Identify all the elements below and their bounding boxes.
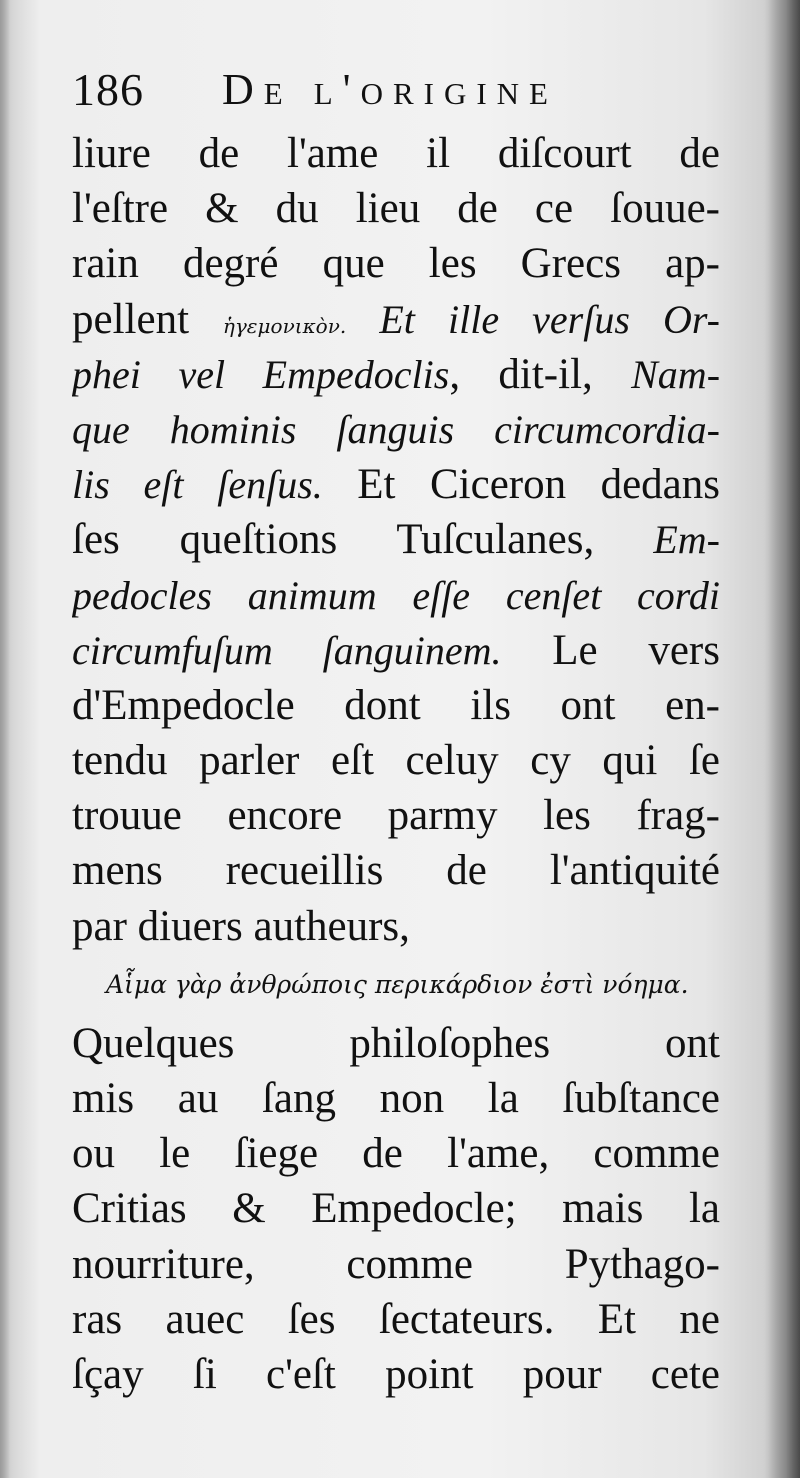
text-span: Le vers bbox=[501, 626, 720, 674]
text-line: ſçay ſi c'eſt point pour cete bbox=[72, 1350, 720, 1398]
latin-quote: Em- bbox=[594, 517, 720, 563]
page-text bbox=[72, 126, 720, 1402]
text-line bbox=[72, 512, 720, 567]
text-line: tendu parler eſt celuy cy qui ſe bbox=[72, 737, 720, 785]
latin-quote: circumfuſum ſanguinem. bbox=[72, 627, 502, 673]
text-span: pellent bbox=[72, 295, 223, 343]
text-line: d'Empedocle dont ils ont en- bbox=[72, 681, 720, 729]
latin-quote: phei vel Empedoclis bbox=[72, 351, 450, 397]
greek-verse: Αἷμα γὰρ ἀνθρώποις περικάρδιον ἐστὶ νόημα. bbox=[106, 969, 689, 999]
running-header bbox=[72, 64, 712, 116]
page-number: 186 bbox=[72, 64, 144, 115]
latin-quote: lis eſt ſenſus. bbox=[72, 462, 323, 508]
text-line: mens recueillis de l'antiquité bbox=[72, 847, 720, 895]
text-line: trouue encore parmy les frag- bbox=[72, 792, 720, 840]
text-line: mis au ſang non la ſubſtance bbox=[72, 1075, 720, 1122]
text-line: Quelques philoſophes ont bbox=[72, 1019, 720, 1067]
latin-quote-line: que hominis ſanguis circumcordia- bbox=[72, 406, 720, 452]
page-gutter-shadow bbox=[764, 0, 800, 1478]
text-span: Et Ciceron dedans bbox=[322, 461, 720, 509]
text-line bbox=[72, 347, 720, 402]
text-line: Critias & Empedocle; mais la bbox=[72, 1185, 720, 1233]
text-line: par diuers autheurs, bbox=[72, 902, 410, 950]
text-line bbox=[72, 457, 720, 512]
text-span: , dit-il, bbox=[449, 350, 632, 398]
text-line: nourriture, comme Pythago- bbox=[72, 1240, 720, 1288]
text-line bbox=[72, 292, 720, 347]
page-left-edge bbox=[0, 0, 10, 1478]
text-line: rain degré que les Grecs ap- bbox=[72, 240, 720, 288]
text-line: ou le ſiege de l'ame, comme bbox=[72, 1130, 720, 1178]
text-line: l'eſtre & du lieu de ce ſouue- bbox=[72, 185, 720, 233]
text-line: ras auec ſes ſectateurs. Et ne bbox=[72, 1295, 720, 1343]
greek-term: ἡγεμονικὸν. bbox=[222, 313, 347, 338]
latin-quote: Nam- bbox=[631, 351, 720, 397]
text-line: liure de l'ame il diſcourt de bbox=[72, 130, 720, 177]
running-title: De l'origine bbox=[222, 65, 558, 114]
latin-quote-line: pedocles animum eſſe cenſet cordi bbox=[72, 572, 720, 618]
text-span: ſes queſtions Tuſculanes, bbox=[72, 516, 595, 564]
latin-quote: Et ille verſus Or- bbox=[346, 296, 720, 342]
text-line bbox=[72, 623, 720, 678]
